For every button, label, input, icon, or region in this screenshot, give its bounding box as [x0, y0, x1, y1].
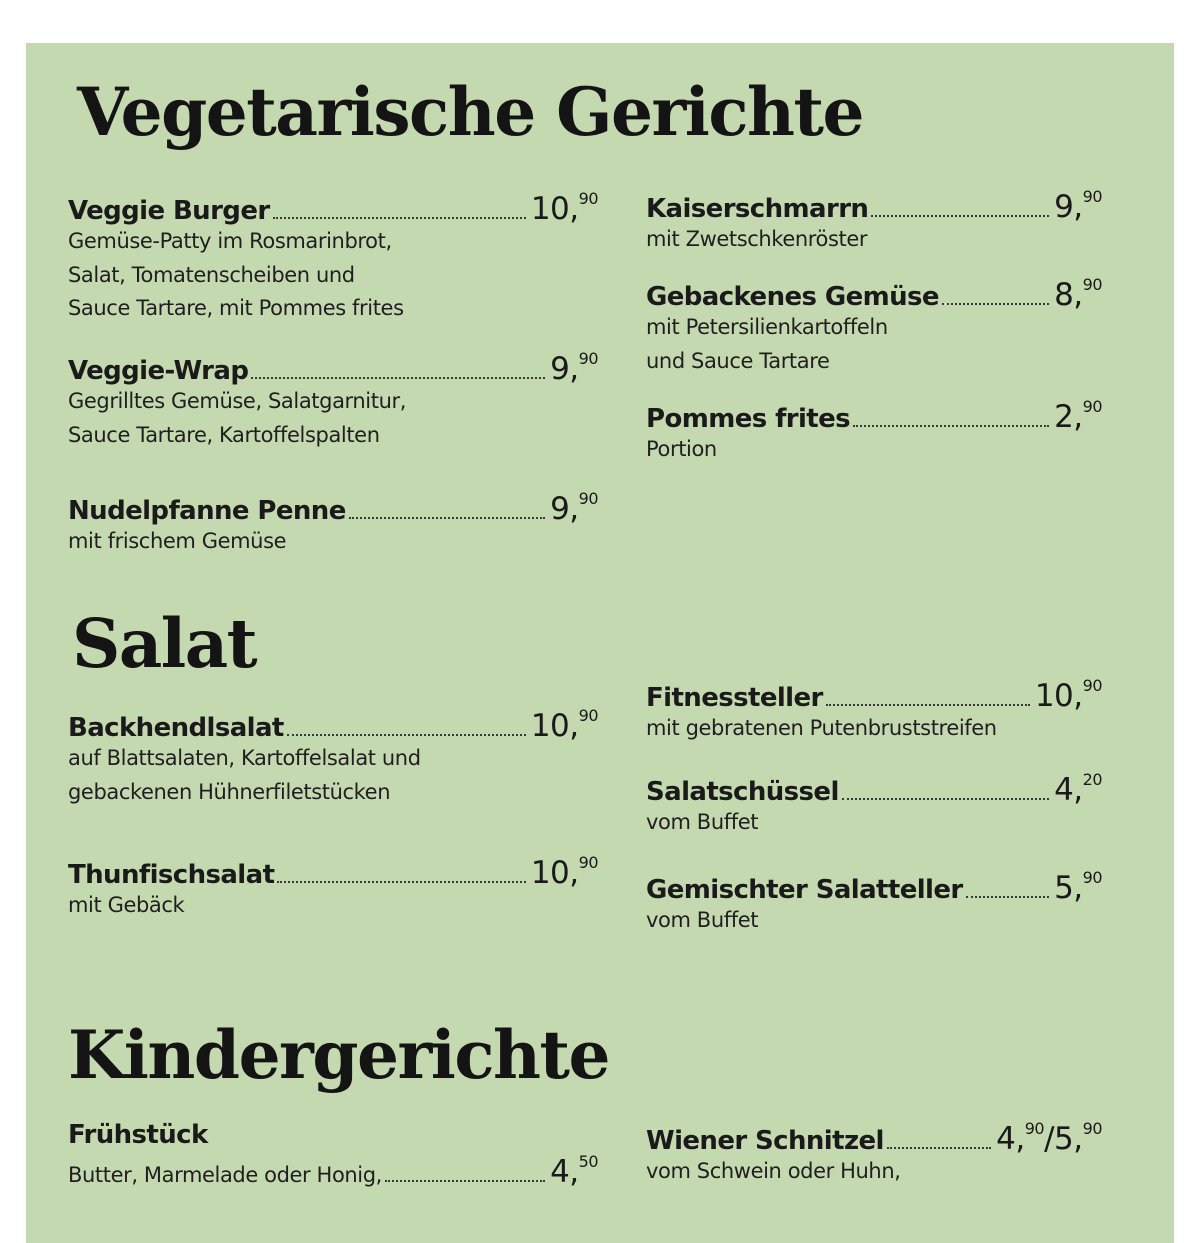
item-name: Veggie-Wrap — [68, 356, 249, 386]
item-price: 10,90 — [530, 189, 598, 227]
leader-dots — [287, 734, 526, 736]
item-price: 8,90 — [1054, 275, 1102, 313]
menu-item-gemischter-salatteller — [646, 870, 1102, 938]
item-description: auf Blattsalaten, Kartoffelsalat und gebackenen Hühnerfiletstücken — [68, 746, 421, 804]
item-price: 4,20 — [1054, 770, 1102, 808]
item-price: 9,90 — [1054, 187, 1102, 225]
item-description: mit Zwetschkenröster — [646, 227, 868, 251]
item-name: Pommes frites — [646, 404, 851, 434]
leader-dots — [277, 881, 525, 883]
item-name: Fitnessteller — [646, 683, 823, 713]
item-description: vom Buffet — [646, 908, 759, 932]
item-name: Kaiserschmarrn — [646, 194, 869, 224]
item-price: 5,90 — [1054, 868, 1102, 906]
leader-dots — [385, 1180, 545, 1182]
item-price: 10,90 — [1034, 676, 1102, 714]
item-description: Gegrilltes Gemüse, Salatgarnitur, Sauce Tartare, Kartoffelspalten — [68, 389, 406, 447]
item-description: Gemüse-Patty im Rosmarinbrot, Salat, Tomatenscheiben und Sauce Tartare, mit Pommes frites — [68, 229, 404, 320]
leader-dots — [871, 215, 1049, 217]
item-description: Butter, Marmelade oder Honig, — [68, 1163, 382, 1187]
item-price: 4,90/5,90 — [996, 1119, 1102, 1157]
item-name: Wiener Schnitzel — [646, 1126, 884, 1156]
menu-item-gebackenes-gemuese — [646, 277, 1102, 378]
menu-item-pommes-frites — [646, 399, 1102, 467]
menu-item-wiener-schnitzel — [646, 1121, 1102, 1189]
leader-dots — [853, 425, 1049, 427]
section-title-vegetarisch: Vegetarische Gerichte — [77, 73, 864, 151]
item-name: Salatschüssel — [646, 777, 839, 807]
item-description: mit Petersilienkartoffeln und Sauce Tartare — [646, 315, 888, 373]
item-name: Gebackenes Gemüse — [646, 282, 939, 312]
item-description: mit frischem Gemüse — [68, 529, 287, 553]
menu-item-thunfischsalat — [68, 855, 598, 923]
menu-item-kaiserschmarrn — [646, 189, 1102, 257]
menu-item-veggie-wrap — [68, 351, 598, 452]
item-name: Veggie Burger — [68, 196, 270, 226]
leader-dots — [251, 377, 545, 379]
leader-dots — [349, 517, 545, 519]
item-name: Gemischter Salatteller — [646, 875, 963, 905]
leader-dots — [887, 1147, 991, 1149]
item-description: mit Gebäck — [68, 893, 185, 917]
menu-item-backhendlsalat — [68, 708, 598, 809]
leader-dots — [842, 798, 1049, 800]
item-name: Nudelpfanne Penne — [68, 496, 346, 526]
item-name: Frühstück — [68, 1120, 208, 1150]
item-price: 10,90 — [530, 706, 598, 744]
leader-dots — [942, 303, 1049, 305]
item-description: vom Schwein oder Huhn, — [646, 1159, 901, 1183]
leader-dots — [966, 896, 1049, 898]
menu-item-nudelpfanne — [68, 491, 598, 559]
leader-dots — [826, 704, 1030, 706]
item-price: 4,50 — [550, 1152, 598, 1190]
item-price: 9,90 — [550, 349, 598, 387]
item-name: Backhendlsalat — [68, 713, 284, 743]
section-title-salat: Salat — [72, 604, 257, 683]
section-title-kinder: Kindergerichte — [68, 1016, 609, 1094]
menu-item-salatschuessel — [646, 772, 1102, 840]
item-name: Thunfischsalat — [68, 860, 275, 890]
item-description: vom Buffet — [646, 810, 759, 834]
item-price: 2,90 — [1054, 397, 1102, 435]
menu-item-fitnessteller — [646, 678, 1102, 746]
item-description: Portion — [646, 437, 717, 461]
menu-item-veggie-burger — [68, 191, 598, 326]
menu-item-fruehstueck — [68, 1120, 598, 1190]
item-price: 10,90 — [530, 853, 598, 891]
item-description: mit gebratenen Putenbruststreifen — [646, 716, 997, 740]
item-price: 9,90 — [550, 489, 598, 527]
leader-dots — [273, 217, 526, 219]
